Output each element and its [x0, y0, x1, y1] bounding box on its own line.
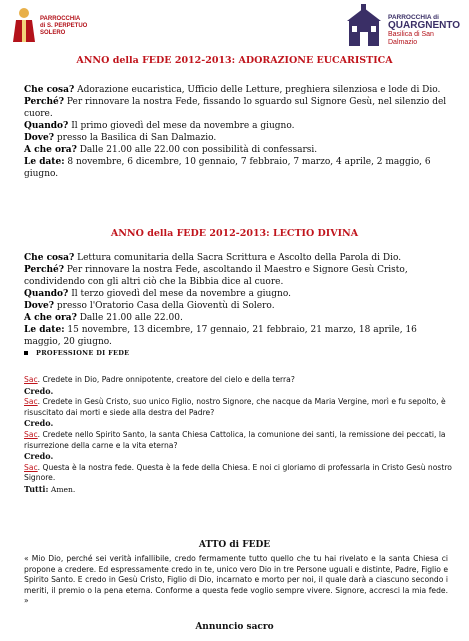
section1-row: Dove? presso la Basilica di San Dalmazio.: [24, 133, 217, 143]
credo-response: Credo.: [24, 385, 54, 396]
credo-line: Sac. Credete in Dio, Padre onnipotente, creatore del cielo e della terra?: [24, 375, 295, 384]
footer-title: Annuncio sacro: [195, 622, 274, 632]
section1-row: Quando? Il primo giovedì del mese da novembre a giugno.: [24, 121, 295, 131]
basilica-icon: [343, 4, 385, 48]
section1-body: [24, 84, 449, 180]
credo-response: Credo.: [24, 451, 54, 462]
parish-logo-right: [343, 4, 463, 50]
right-logo-line-3: Basilica di San Dalmazio: [388, 31, 434, 46]
section2-row: Quando? Il terzo giovedì del mese da novembre a giugno.: [24, 289, 291, 299]
section1-row: A che ora? Dalle 21.00 alle 22.00 con possibilità di confessarsi.: [24, 145, 318, 155]
section2-body: [24, 252, 449, 348]
section1-row: Le date: 8 novembre, 6 dicembre, 10 gennaio, 7 febbraio, 7 marzo, 4 aprile, 2 maggio, 6 giugno.: [24, 157, 431, 179]
section2-row: Le date: 15 novembre, 13 dicembre, 17 gennaio, 21 febbraio, 21 marzo, 18 aprile, 16 maggio, 20 giugno.: [24, 325, 417, 347]
section2-row: Dove? presso l'Oratorio Casa della Gioventù di Solero.: [24, 301, 275, 311]
tutti-line: Tutti: Amen.: [24, 483, 76, 494]
credo-line: Sac. Credete in Gesù Cristo, suo unico Figlio, nostro Signore, che nacque da Maria Vergine, morì e fu sepolto, è risuscitato dai morti e siede alla destra del Padre?: [24, 397, 446, 417]
left-logo-line-1: PARROCCHIA: [40, 16, 81, 22]
professione-body: [24, 375, 454, 496]
section2-title: ANNO della FEDE 2012-2013: LECTIO DIVINA: [110, 228, 359, 239]
bullet-icon: [24, 351, 28, 355]
atto-title: ATTO di FEDE: [198, 540, 271, 550]
right-logo-line-1: PARROCCHIA di: [388, 14, 439, 21]
section2-row: Perché? Per rinnovare la nostra Fede, ascoltando il Maestro e Signore Gesù Cristo, condividendo con gli altri ciò che la Bibbia dice al cuore.: [24, 265, 408, 287]
saint-figure-icon: [10, 6, 38, 44]
section1-row: Che cosa? Adorazione eucaristica, Ufficio delle Letture, preghiera silenziosa e lode di Dio.: [24, 85, 441, 95]
left-logo-line-2: di S. PERPETUO: [40, 23, 88, 29]
right-logo-line-2: QUARGNENTO: [388, 20, 461, 31]
professione-heading: PROFESSIONE DI FEDE: [24, 349, 129, 357]
section2-row: Che cosa? Lettura comunitaria della Sacra Scrittura e Ascolto della Parola di Dio.: [24, 253, 402, 263]
credo-response: Credo.: [24, 418, 54, 429]
left-logo-line-3: SOLERO: [40, 30, 66, 36]
atto-text: « Mio Dio, perché sei verità infallibile, credo fermamente tutto quello che tu hai rivelato e la santa Chiesa ci propone a credere. Ed espressamente credo in te, unico vero Dio in tre Persone uguali e distinte, Padre, Figlio e Spirito Santo. E credo in Gesù Cristo, Figlio di Dio, incarnato e morto per noi, il quale darà a ciascuno secondo i meriti, il premio o la pena eterna. Conforme a questa fede voglio sempre vivere. Signore, accresci la mia fede. »: [24, 554, 448, 606]
section1-row: Perché? Per rinnovare la nostra Fede, fissando lo sguardo sul Signore Gesù, nel silenzio del cuore.: [24, 97, 447, 119]
credo-line: Sac. Credete nello Spirito Santo, la santa Chiesa Cattolica, la comunione dei santi, la remissione dei peccati, la risurrezione della carne e la vita eterna?: [24, 429, 446, 450]
section1-title: ANNO della FEDE 2012-2013: ADORAZIONE EUCARISTICA: [76, 55, 393, 66]
parish-logo-left: [10, 6, 120, 46]
section2-row: A che ora? Dalle 21.00 alle 22.00.: [24, 313, 183, 323]
credo-line: Sac. Questa è la nostra fede. Questa è la fede della Chiesa. E noi ci gloriamo di professarla in Cristo Gesù nostro Signore.: [24, 462, 452, 483]
